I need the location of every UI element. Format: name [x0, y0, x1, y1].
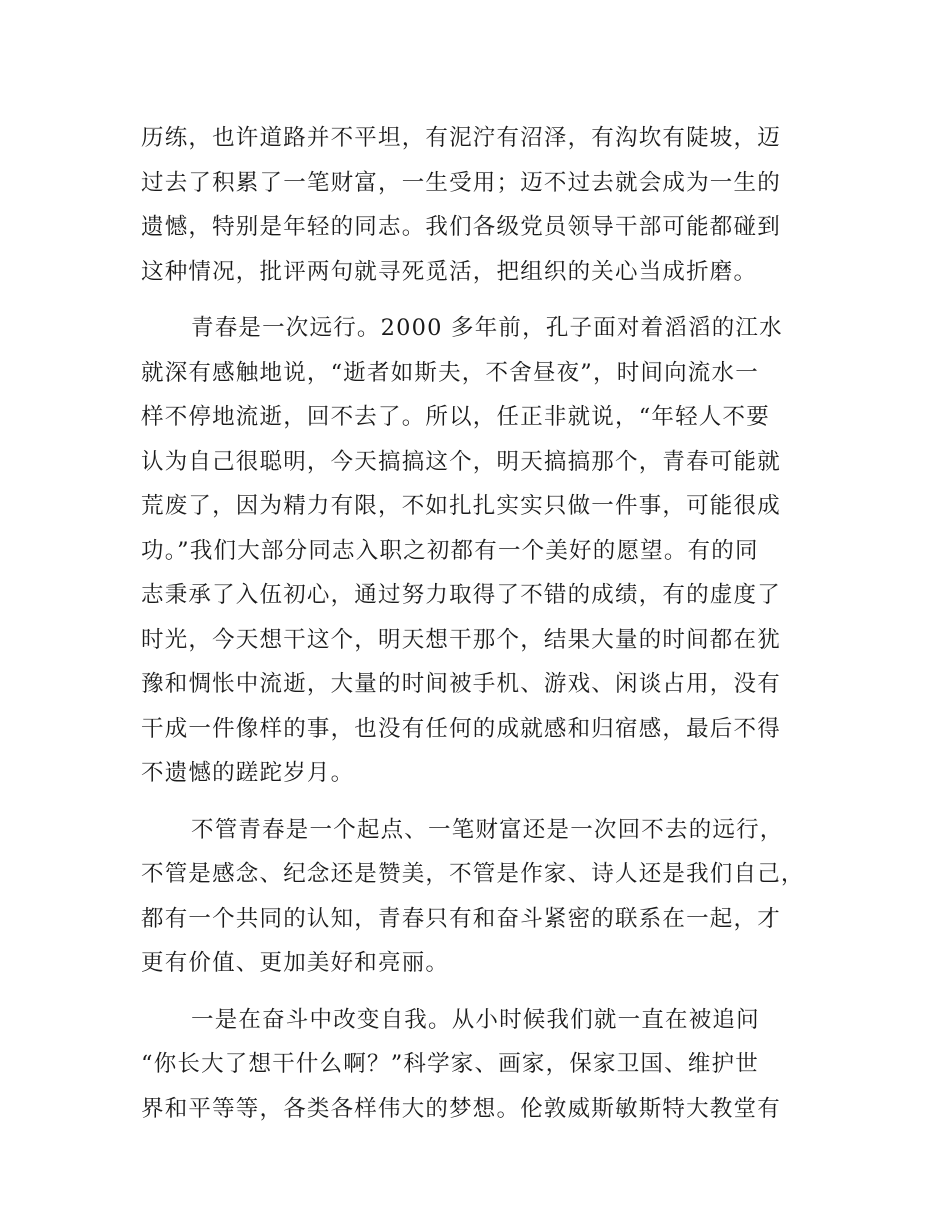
text-line: 就深有感触地说，“逝者如斯夫，不舍昼夜”，时间向流水一: [141, 359, 759, 386]
text-line: 样不停地流逝，回不去了。所以，任正非就说，“年轻人不要: [141, 404, 770, 430]
text-line: 时光，今天想干这个，明天想干那个，结果大量的时间都在犹: [141, 626, 781, 653]
text-line: 历练，也许道路并不平坦，有泥泞有沼泽，有沟坎有陡坡，迈: [141, 125, 781, 151]
document-body: [141, 116, 821, 1143]
text-line: 志秉承了入伍初心，通过努力取得了不错的成绩，有的虚度了: [141, 582, 781, 608]
text-line: 青春是一次远行。2000 多年前，孔子面对着滔滔的江水: [191, 315, 783, 341]
text-line: 过去了积累了一笔财富，一生受用；迈不过去就会成为一生的: [141, 169, 781, 196]
paragraph-3: [141, 808, 821, 986]
text-line: 不遗憾的蹉跎岁月。: [141, 760, 355, 786]
text-line: 一是在奋斗中改变自我。从小时候我们就一直在被追问: [191, 1006, 760, 1033]
text-line: 更有价值、更加美好和亮丽。: [141, 950, 450, 976]
text-line: “你长大了想干什么啊？”科学家、画家，保家卫国、维护世: [141, 1051, 759, 1077]
text-line: 遗憾，特别是年轻的同志。我们各级党员领导干部可能都碰到: [141, 214, 781, 240]
text-line: 这种情况，批评两句就寻死觅活，把组织的关心当成折磨。: [141, 258, 758, 285]
text-line: 功。”我们大部分同志入职之初都有一个美好的愿望。有的同: [141, 537, 759, 564]
paragraph-4: [141, 998, 821, 1132]
paragraph-1: [141, 116, 821, 294]
text-line: 干成一件像样的事，也没有任何的成就感和归宿感，最后不得: [141, 715, 781, 742]
text-line: 界和平等等，各类各样伟大的梦想。伦敦威斯敏斯特大教堂有: [141, 1095, 781, 1122]
text-line: 都有一个共同的认知，青春只有和奋斗紧密的联系在一起，才: [141, 905, 781, 932]
text-line: 不管青春是一个起点、一笔财富还是一次回不去的远行，: [191, 816, 784, 843]
text-line: 认为自己很聪明，今天搞搞这个，明天搞搞那个，青春可能就: [141, 448, 781, 475]
paragraph-2: [141, 306, 821, 796]
text-line: 不管是感念、纪念还是赞美，不管是作家、诗人还是我们自己，: [141, 861, 805, 887]
text-line: 豫和惆怅中流逝，大量的时间被手机、游戏、闲谈占用，没有: [141, 671, 781, 697]
text-line: 荒废了，因为精力有限，不如扎扎实实只做一件事，可能很成: [141, 493, 781, 519]
